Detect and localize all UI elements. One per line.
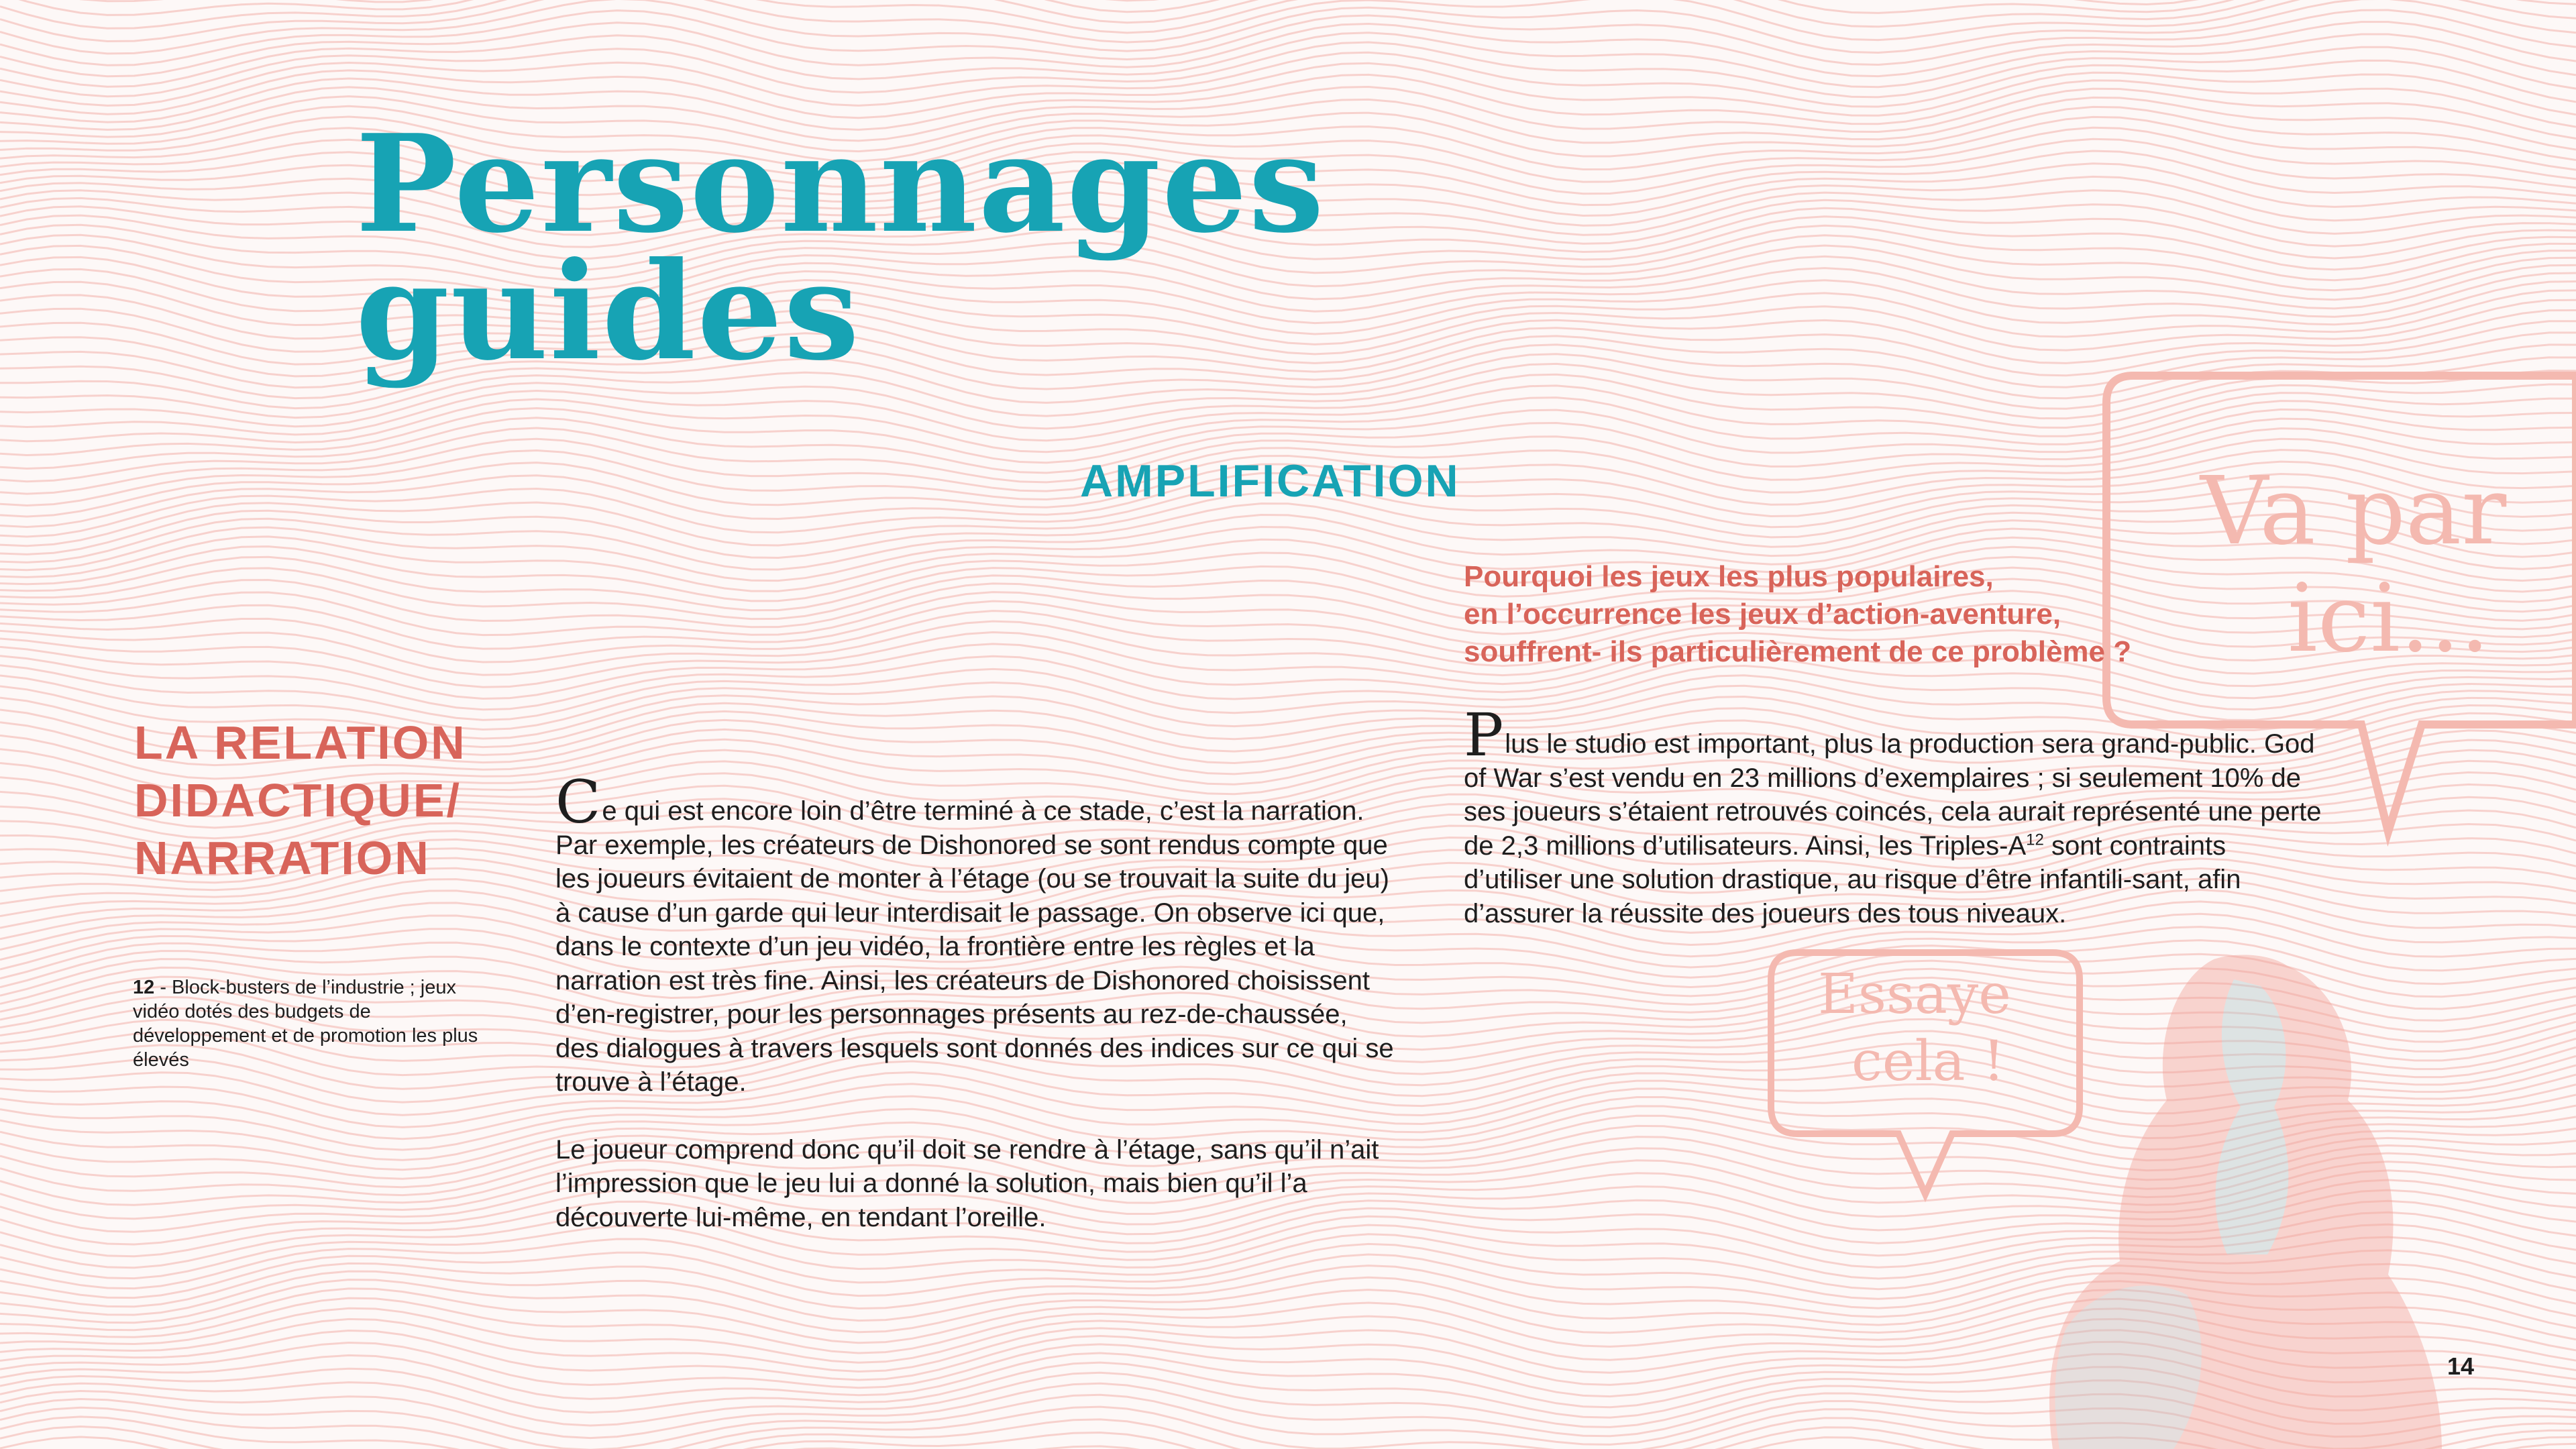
footnote	[133, 975, 482, 1072]
bubble-bottom-line2: cela !	[1851, 1030, 2005, 1093]
question-line-1: Pourquoi les jeux les plus populaires,	[1464, 560, 1994, 593]
right-paragraph	[1464, 700, 2329, 930]
title-line-2: guides	[356, 233, 861, 390]
character-silhouette	[2049, 955, 2442, 1449]
footnote-reference: 12	[2026, 830, 2044, 849]
bubble-bottom-line1: Essaye	[1818, 963, 2011, 1026]
footnote-number: 12	[133, 977, 155, 998]
body-paragraph-1	[555, 767, 1394, 1099]
bubble-top-line2: ici...	[2288, 564, 2490, 674]
body-paragraph-2: Le joueur comprend donc qu’il doit se rendre à l’étage, sans qu’il n’ait l’impression que le jeu lui a donné la solution, mais bien qu’il l’a découverte lui-même, en tendant l’oreille.	[555, 1134, 1379, 1232]
body-column-left	[555, 767, 1394, 1234]
section-heading	[134, 714, 467, 887]
pull-question	[1464, 558, 2336, 671]
section-heading-line-2: DIDACTIQUE/	[134, 774, 462, 826]
page-number: 14	[2447, 1352, 2475, 1380]
body-paragraph-1-text: e qui est encore loin d’être terminé à ce stade, c’est la narration. Par exemple, les créateurs de Dishonored se sont rendus compte que les joueurs évitaient de monter à l’étage (ou se trouvait la suite du jeu) à cause d’un garde qui leur interdisait le passage. On observe ici que, dans le contexte d’un jeu vidéo, la frontière entre les règles et la narration est très fine. Ainsi, les créateurs de Dishonored choisissent d’en-registrer, pour les personnages présents au rez-de-chaussée, des dialogues à travers lesquels sont donnés des indices sur ce qui se trouve à l’étage.	[555, 796, 1394, 1097]
section-heading-line-3: NARRATION	[134, 832, 431, 884]
speech-bubble-bottom	[1771, 953, 2080, 1194]
right-text-after: sont contraints d’utiliser une solution drastique, au risque d’être infantili-sant, afin d’assurer la réussite des joueurs des tous niveaux.	[1464, 830, 2241, 928]
question-line-2: en l’occurrence les jeux d’action-aventure,	[1464, 598, 2061, 631]
body-column-right	[1464, 700, 2329, 930]
footnote-text: - Block-busters de l’industrie ; jeux vidéo dotés des budgets de développement et de promotion les plus élevés	[133, 977, 478, 1071]
title-line-1: Personnages	[356, 105, 1326, 263]
page-title	[356, 105, 1326, 390]
section-kicker: AMPLIFICATION	[1080, 455, 1460, 506]
bubble-top-line1: Va par	[2200, 457, 2507, 566]
right-dropcap: P	[1464, 700, 1504, 769]
dropcap: C	[555, 767, 601, 837]
right-text-before: lus le studio est important, plus la production sera grand-public. God of War s’est vendu en 23 millions d’exemplaires ; si seulement 10% de ses joueurs s’étaient retrouvés coincés, cela aurait représenté une perte de 2,3 millions d’utilisateurs. Ainsi, les Triples-A	[1464, 729, 2322, 861]
question-line-3: souffrent- ils particulièrement de ce problème ?	[1464, 635, 2132, 668]
section-heading-line-1: LA RELATION	[134, 716, 467, 769]
